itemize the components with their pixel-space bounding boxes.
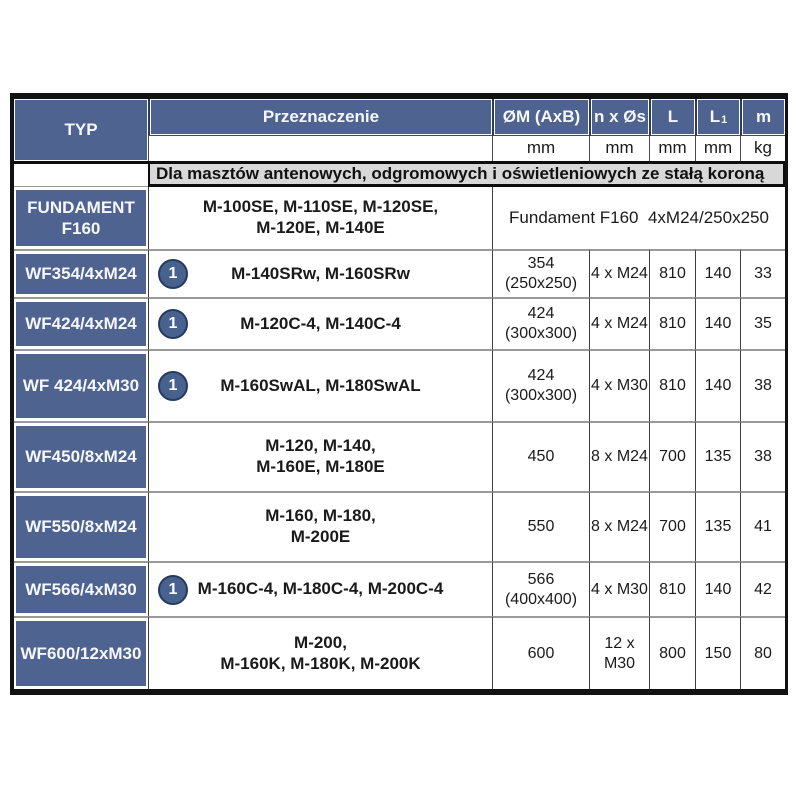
om-cell: 550 [492,491,589,561]
n-os-cell: 4 x M30 [589,561,649,616]
typ-label: WF566/4xM30 [16,566,146,613]
l1-subscript: 1 [721,114,728,127]
przeznaczenie-cell: 1 M-160C-4, M-180C-4, M-200C-4 [148,561,492,616]
footnote-badge-1: 1 [158,575,188,605]
n-os-cell: 8 x M24 [589,421,649,491]
l1-cell: 135 [695,491,740,561]
l1-cell: 140 [695,349,740,421]
l1-cell: 140 [695,297,740,349]
om-cell: 600 [492,616,589,689]
typ-cell [14,421,148,491]
fundament-spec-cell: Fundament F160 4xM24/250x250 [492,187,785,249]
typ-cell [14,297,148,349]
unit-cell-m: kg [740,135,785,161]
unit-cell-l1: mm [695,135,740,161]
column-header-n-os: n x Øs [589,99,649,135]
column-header-typ: TYP [14,99,148,161]
column-header-l: L [649,99,695,135]
om-cell: 424 (300x300) [492,297,589,349]
om-cell: 566 (400x400) [492,561,589,616]
l-cell: 810 [649,249,695,297]
footnote-badge-1: 1 [158,259,188,289]
column-header-przeznaczenie: Przeznaczenie [148,99,492,135]
l1-cell: 140 [695,249,740,297]
column-header-om-axb: ØM (AxB) [492,99,589,135]
przeznaczenie-cell: 1 M-160SwAL, M-180SwAL [148,349,492,421]
section-banner: Dla masztów antenowych, odgromowych i oświetleniowych ze stałą koroną [148,161,785,187]
typ-label: WF450/8xM24 [16,426,146,488]
m-cell: 38 [740,421,785,491]
m-cell: 80 [740,616,785,689]
typ-label: WF424/4xM24 [16,302,146,346]
n-os-cell: 4 x M24 [589,297,649,349]
l1-base: L [709,106,721,126]
l-cell: 700 [649,491,695,561]
m-cell: 33 [740,249,785,297]
om-cell: 424 (300x300) [492,349,589,421]
typ-label: FUNDAMENT F160 [16,190,146,246]
om-cell: 450 [492,421,589,491]
foundation-spec-table [10,93,788,695]
footnote-badge-1: 1 [158,371,188,401]
przeznaczenie-cell-fundament: M-100SE, M-110SE, M-120SE, M-120E, M-140E [148,187,492,249]
unit-cell-n-os: mm [589,135,649,161]
l1-cell: 135 [695,421,740,491]
typ-label: WF550/8xM24 [16,496,146,558]
typ-cell [14,249,148,297]
column-header-m: m [740,99,785,135]
l-cell: 700 [649,421,695,491]
l-cell: 800 [649,616,695,689]
przeznaczenie-cell: 1 M-140SRw, M-160SRw [148,249,492,297]
typ-cell-fundament [14,187,148,249]
przeznaczenie-cell: M-200, M-160K, M-180K, M-200K [148,616,492,689]
m-cell: 38 [740,349,785,421]
footnote-badge-1: 1 [158,309,188,339]
m-cell: 35 [740,297,785,349]
przeznaczenie-cell: M-160, M-180, M-200E [148,491,492,561]
l1-cell: 150 [695,616,740,689]
unit-cell-przeznaczenie [148,135,492,161]
n-os-cell: 12 x M30 [589,616,649,689]
przeznaczenie-cell: M-120, M-140, M-160E, M-180E [148,421,492,491]
m-cell: 42 [740,561,785,616]
unit-cell-l: mm [649,135,695,161]
l-cell: 810 [649,349,695,421]
banner-left-spacer-cell [14,161,148,187]
przeznaczenie-cell: 1 M-120C-4, M-140C-4 [148,297,492,349]
typ-cell [14,349,148,421]
typ-label: WF 424/4xM30 [16,354,146,418]
typ-label: WF354/4xM24 [16,254,146,294]
l-cell: 810 [649,297,695,349]
l1-cell: 140 [695,561,740,616]
typ-cell [14,561,148,616]
typ-label: WF600/12xM30 [16,621,146,686]
unit-cell-om: mm [492,135,589,161]
column-header-l1 [695,99,740,135]
m-cell: 41 [740,491,785,561]
n-os-cell: 4 x M30 [589,349,649,421]
typ-cell [14,616,148,689]
om-cell: 354 (250x250) [492,249,589,297]
l-cell: 810 [649,561,695,616]
typ-cell [14,491,148,561]
n-os-cell: 4 x M24 [589,249,649,297]
n-os-cell: 8 x M24 [589,491,649,561]
